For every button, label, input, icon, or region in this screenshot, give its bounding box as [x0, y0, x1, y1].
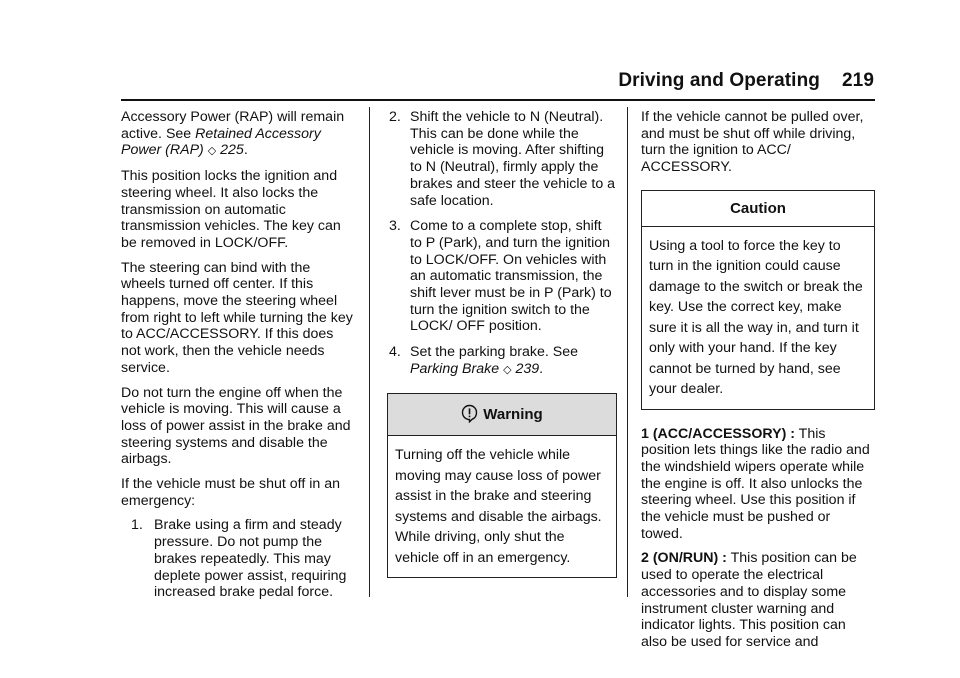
on-run-text: This position can be used to operate the electrical accessories and to display some instrument cluster warning and indicator lights. This position can also be used for service and [641, 550, 857, 650]
step-text: Shift the vehicle to N (Neutral). This can be done while the vehicle is moving. After shifting to N (Neutral), firmly apply the brakes and steer the vehicle to a safe location. [410, 109, 616, 209]
step-text: Come to a complete stop, shift to P (Park), and turn the ignition to LOCK/OFF. On vehicles with an automatic transmission, the shift lever must be in P (Park) to turn the ignition switch to the LOCK/ OFF position. [410, 218, 612, 335]
warning-title: Warning [483, 405, 543, 423]
warning-body: Turning off the vehicle while moving may cause loss of power assist in the brake and steering systems and disable the airbags. While driving, only shut the vehicle off in an emergency. [395, 447, 602, 566]
caution-box [641, 190, 875, 410]
page-header [618, 70, 874, 92]
rap-text: Accessory Power (RAP) will remain active. See [121, 109, 345, 142]
acc-paragraph [641, 426, 875, 543]
emergency-paragraph: If the vehicle must be shut off in an emergency: [121, 476, 340, 509]
acc-text: This position lets things like the radio and the windshield wipers operate while the engine is off. It also unlocks the steering wheel. Use this position if the vehicle must be pushed or towed. [641, 425, 870, 542]
page-ref-icon: ◇ [503, 363, 512, 376]
engine-off-paragraph: Do not turn the engine off when the vehicle is moving. This will cause a loss of power assist in the brake and steering systems and disable the airbags. [121, 384, 351, 468]
acc-term: 1 (ACC/ACCESSORY) : [641, 425, 795, 442]
rap-paragraph [121, 109, 353, 160]
list-item-step-4 [387, 344, 617, 378]
parking-brake-page-ref[interactable]: 239 [515, 360, 540, 377]
list-item-step-1 [121, 517, 353, 601]
column-3 [641, 109, 875, 659]
step-number: 4. [389, 344, 401, 361]
list-item-step-3 [387, 218, 617, 335]
warning-box [387, 393, 617, 579]
rap-page-ref[interactable]: 225 [220, 142, 244, 159]
step4-end: . [539, 360, 544, 377]
page-ref-icon: ◇ [207, 145, 217, 158]
step-text: Set the parking brake. See [410, 344, 578, 361]
column-divider-1 [369, 107, 370, 597]
column-1 [121, 109, 353, 610]
column-2 [387, 109, 617, 594]
caution-title: Caution [642, 191, 874, 227]
warning-icon [461, 404, 478, 428]
step-number: 3. [389, 218, 401, 235]
parking-brake-link[interactable]: Parking Brake [410, 360, 500, 377]
step-number: 2. [389, 109, 401, 125]
warning-title-bar [388, 394, 616, 437]
column-divider-2 [627, 107, 628, 597]
section-title: Driving and Operating [618, 70, 820, 91]
lock-paragraph: This position locks the ignition and steering wheel. It also locks the transmission on automatic transmission vehicles. The key can be removed in LOCK/OFF. [121, 168, 341, 251]
on-run-term: 2 (ON/RUN) : [641, 550, 727, 567]
step-number: 1. [131, 517, 143, 534]
step-text: Brake using a firm and steady pressure. Do not pump the brakes repeatedly. This may deplete power assist, requiring increased brake pedal force. [154, 517, 347, 601]
pull-over-paragraph: If the vehicle cannot be pulled over, and must be shut off while driving, turn the ignition to ACC/ ACCESSORY. [641, 109, 864, 176]
page-number: 219 [841, 70, 874, 91]
list-item-step-2 [387, 109, 617, 209]
on-run-paragraph [641, 550, 875, 650]
rap-link[interactable]: Retained Accessory Power (RAP) [121, 125, 321, 159]
caution-body: Using a tool to force the key to turn in the ignition could cause damage to the switch or break the key. Use the correct key, make sure it is all the way in, and turn it only with your hand. If the key cannot be turned by hand, see your dealer. [649, 237, 863, 398]
steering-paragraph: The steering can bind with the wheels turned off center. If this happens, move the steering wheel from right to left while turning the key to ACC/ACCESSORY. If this does not work, then the vehicle needs service. [121, 259, 353, 376]
rap-end: . [243, 142, 248, 159]
header-rule [121, 99, 875, 101]
